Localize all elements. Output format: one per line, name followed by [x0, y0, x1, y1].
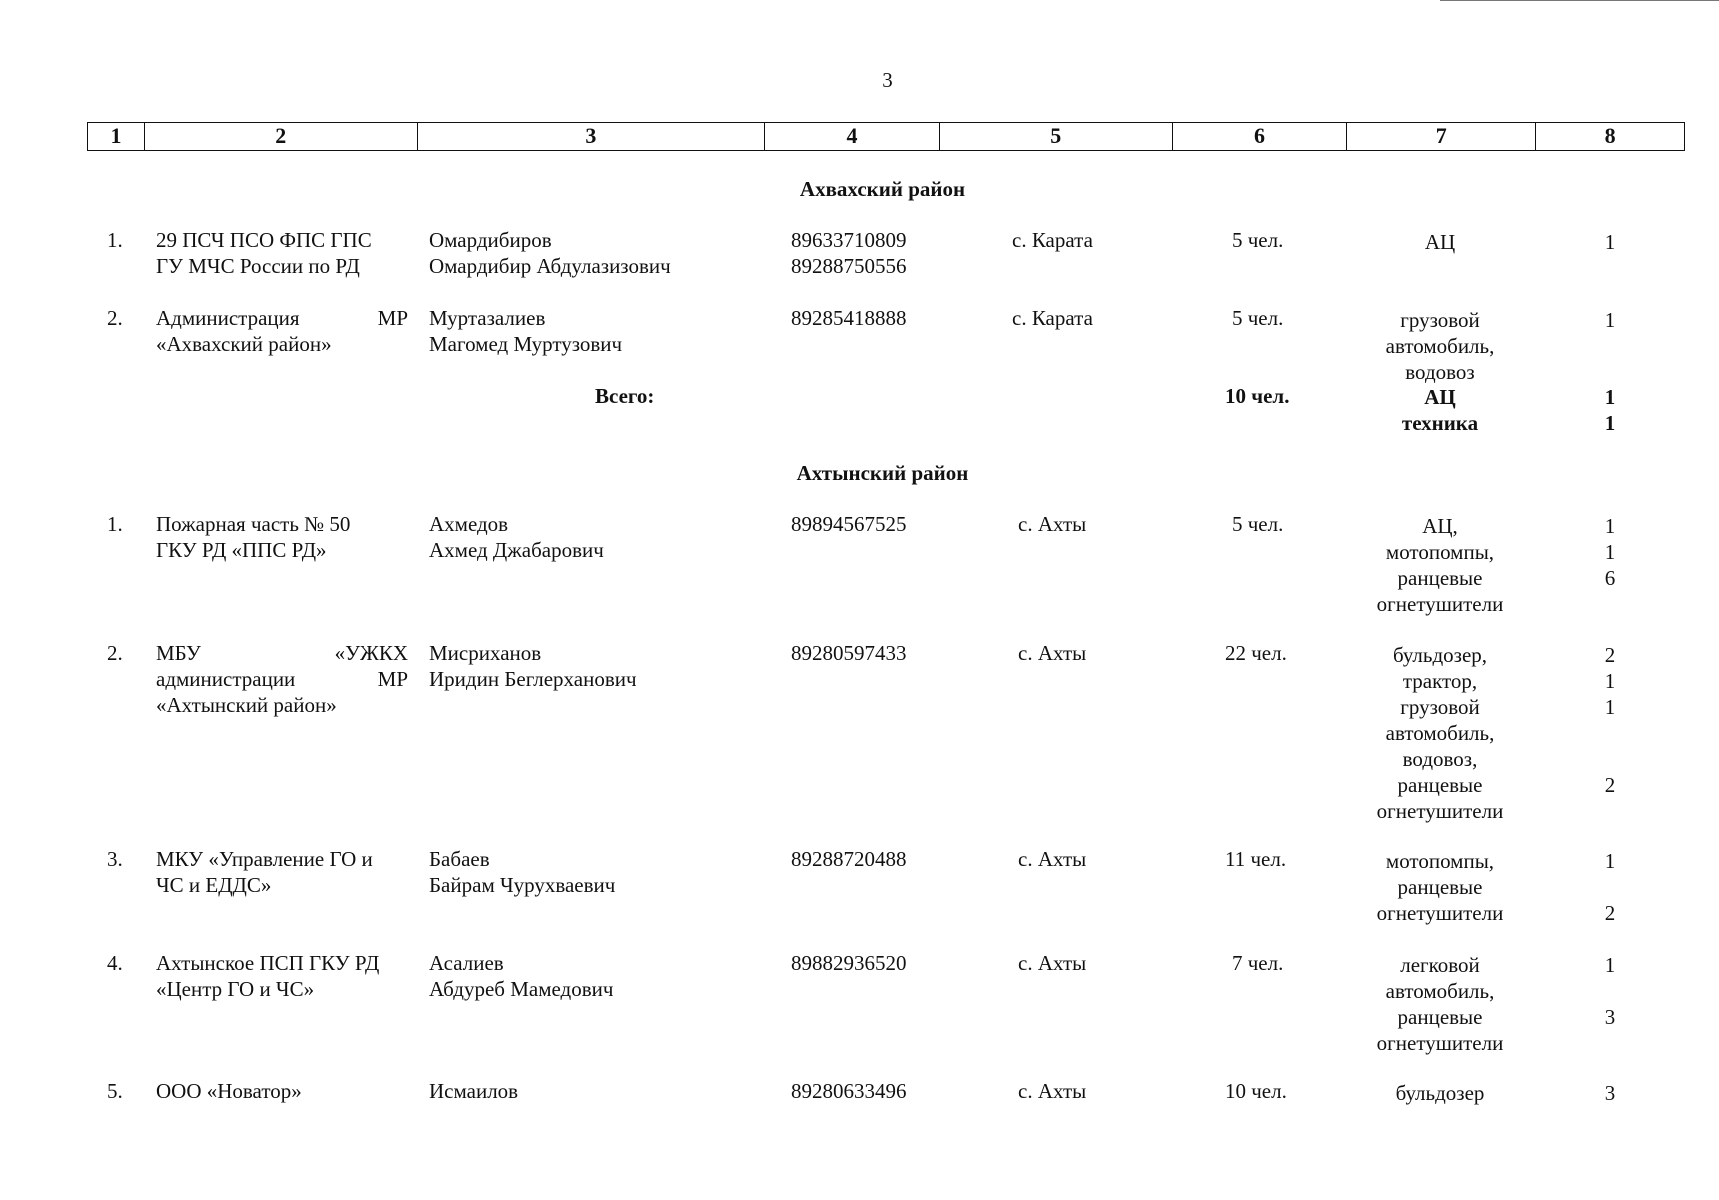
row-number: 5. [107, 1079, 123, 1103]
equipment-item: водовоз [1405, 360, 1475, 384]
header-col-5: 5 [940, 123, 1173, 150]
phone-number: 89288720488 [791, 847, 907, 871]
phone-number: 89285418888 [791, 306, 907, 330]
equipment-count: 1 [1604, 308, 1616, 332]
equipment-count: 1 [1604, 230, 1616, 254]
equipment-count: 3 [1604, 1081, 1616, 1105]
responsible-name: Ахмед Джабарович [429, 538, 604, 562]
equipment-count: 2 [1604, 773, 1616, 797]
section-title: Ахвахский район [799, 177, 966, 201]
settlement: с. Ахты [1018, 641, 1087, 665]
equipment-item: огнетушители [1376, 592, 1504, 616]
total-personnel: 10 чел. [1225, 384, 1290, 408]
scan-edge-line [1440, 0, 1719, 1]
organization-line: «Ахвахский район» [156, 332, 332, 356]
equipment-item: грузовой [1400, 695, 1480, 719]
equipment-item: автомобиль, [1385, 334, 1495, 358]
equipment-item: ранцевые [1397, 875, 1483, 899]
personnel-count: 11 чел. [1225, 847, 1287, 871]
header-col-1: 1 [88, 123, 145, 150]
phone-number: 89633710809 [791, 228, 907, 252]
responsible-surname: Бабаев [429, 847, 490, 871]
equipment-item: ранцевые [1397, 773, 1483, 797]
equipment-count: 1 [1604, 514, 1616, 538]
equipment-item: водовоз, [1402, 747, 1478, 771]
equipment-item: ранцевые [1397, 1005, 1483, 1029]
settlement: с. Ахты [1018, 512, 1087, 536]
row-number: 1. [107, 512, 123, 536]
equipment-item: АЦ [1424, 230, 1456, 254]
column-number-header [87, 122, 1685, 151]
personnel-count: 5 чел. [1232, 512, 1284, 536]
header-col-6: 6 [1173, 123, 1348, 150]
equipment-count: 2 [1604, 901, 1616, 925]
phone-number: 89288750556 [791, 254, 907, 278]
personnel-count: 7 чел. [1232, 951, 1284, 975]
organization-text: МР [377, 306, 408, 330]
organization-text: МР [377, 667, 408, 691]
phone-number: 89882936520 [791, 951, 907, 975]
header-col-7: 7 [1347, 123, 1536, 150]
organization-text: администрации [156, 667, 296, 691]
page-number: 3 [882, 68, 893, 92]
row-number: 4. [107, 951, 123, 975]
row-number: 1. [107, 228, 123, 252]
settlement: с. Карата [1012, 306, 1093, 330]
responsible-surname: Ахмедов [429, 512, 509, 536]
total-equipment-item: техника [1401, 411, 1479, 435]
responsible-name: Магомед Муртузович [429, 332, 623, 356]
equipment-count: 1 [1604, 540, 1616, 564]
header-col-8: 8 [1604, 123, 1616, 148]
equipment-count: 1 [1604, 953, 1616, 977]
header-col-4: 4 [765, 123, 940, 150]
equipment-count: 1 [1604, 669, 1616, 693]
equipment-item: грузовой [1400, 308, 1480, 332]
equipment-item: мотопомпы, [1385, 540, 1495, 564]
row-number: 3. [107, 847, 123, 871]
responsible-surname: Омардибиров [429, 228, 552, 252]
equipment-item: бульдозер, [1392, 643, 1488, 667]
phone-number: 89280633496 [791, 1079, 907, 1103]
responsible-name: Абдуреб Мамедович [429, 977, 614, 1001]
equipment-item: автомобиль, [1385, 721, 1495, 745]
equipment-item: огнетушители [1376, 901, 1504, 925]
personnel-count: 22 чел. [1225, 641, 1287, 665]
organization-line: «Ахтынский район» [156, 693, 337, 717]
personnel-count: 5 чел. [1232, 306, 1284, 330]
header-col-3: 3 [418, 123, 766, 150]
equipment-item: ранцевые [1397, 566, 1483, 590]
total-label: Всего: [595, 384, 655, 408]
equipment-item: автомобиль, [1385, 979, 1495, 1003]
organization-line [156, 640, 408, 666]
row-number: 2. [107, 641, 123, 665]
equipment-item: легковой [1400, 953, 1480, 977]
responsible-name: Иридин Беглерханович [429, 667, 637, 691]
organization-line: ГУ МЧС России по РД [156, 254, 360, 278]
organization-line [156, 666, 408, 692]
organization-line [156, 305, 408, 331]
settlement: с. Ахты [1018, 951, 1087, 975]
equipment-count: 1 [1604, 849, 1616, 873]
responsible-surname: Мисриханов [429, 641, 542, 665]
organization-line: Ахтынское ПСП ГКУ РД [156, 951, 380, 975]
total-count: 1 [1604, 385, 1616, 409]
personnel-count: 10 чел. [1225, 1079, 1287, 1103]
row-number: 2. [107, 306, 123, 330]
phone-number: 89280597433 [791, 641, 907, 665]
equipment-item: трактор, [1402, 669, 1478, 693]
organization-text: Администрация [156, 306, 300, 330]
header-col-2: 2 [145, 123, 418, 150]
equipment-count: 6 [1604, 566, 1616, 590]
equipment-item: мотопомпы, [1385, 849, 1495, 873]
settlement: с. Карата [1012, 228, 1093, 252]
equipment-item: огнетушители [1376, 799, 1504, 823]
organization-line: «Центр ГО и ЧС» [156, 977, 315, 1001]
responsible-surname: Исмаилов [429, 1079, 519, 1103]
organization-line: ООО «Новатор» [156, 1079, 302, 1103]
responsible-name: Омардибир Абдулазизович [429, 254, 671, 278]
organization-line: Пожарная часть № 50 [156, 512, 351, 536]
personnel-count: 5 чел. [1232, 228, 1284, 252]
equipment-count: 1 [1604, 695, 1616, 719]
organization-text: МБУ [156, 641, 201, 665]
organization-text: «УЖКХ [334, 641, 408, 665]
section-title: Ахтынский район [796, 461, 969, 485]
total-count: 1 [1604, 411, 1616, 435]
organization-line: ЧС и ЕДДС» [156, 873, 272, 897]
equipment-item: АЦ, [1422, 514, 1458, 538]
organization-line: ГКУ РД «ППС РД» [156, 538, 327, 562]
organization-line [156, 227, 408, 253]
equipment-item: огнетушители [1376, 1031, 1504, 1055]
total-equipment-item: АЦ [1424, 385, 1456, 409]
organization-line: МКУ «Управление ГО и [156, 847, 373, 871]
equipment-item: бульдозер [1395, 1081, 1485, 1105]
settlement: с. Ахты [1018, 847, 1087, 871]
settlement: с. Ахты [1018, 1079, 1087, 1103]
equipment-count: 3 [1604, 1005, 1616, 1029]
equipment-count: 2 [1604, 643, 1616, 667]
responsible-name: Байрам Чурухваевич [429, 873, 616, 897]
responsible-surname: Муртазалиев [429, 306, 546, 330]
organization-text: 29 ПСЧ ПСО ФПС ГПС [156, 228, 372, 252]
phone-number: 89894567525 [791, 512, 907, 536]
responsible-surname: Асалиев [429, 951, 504, 975]
